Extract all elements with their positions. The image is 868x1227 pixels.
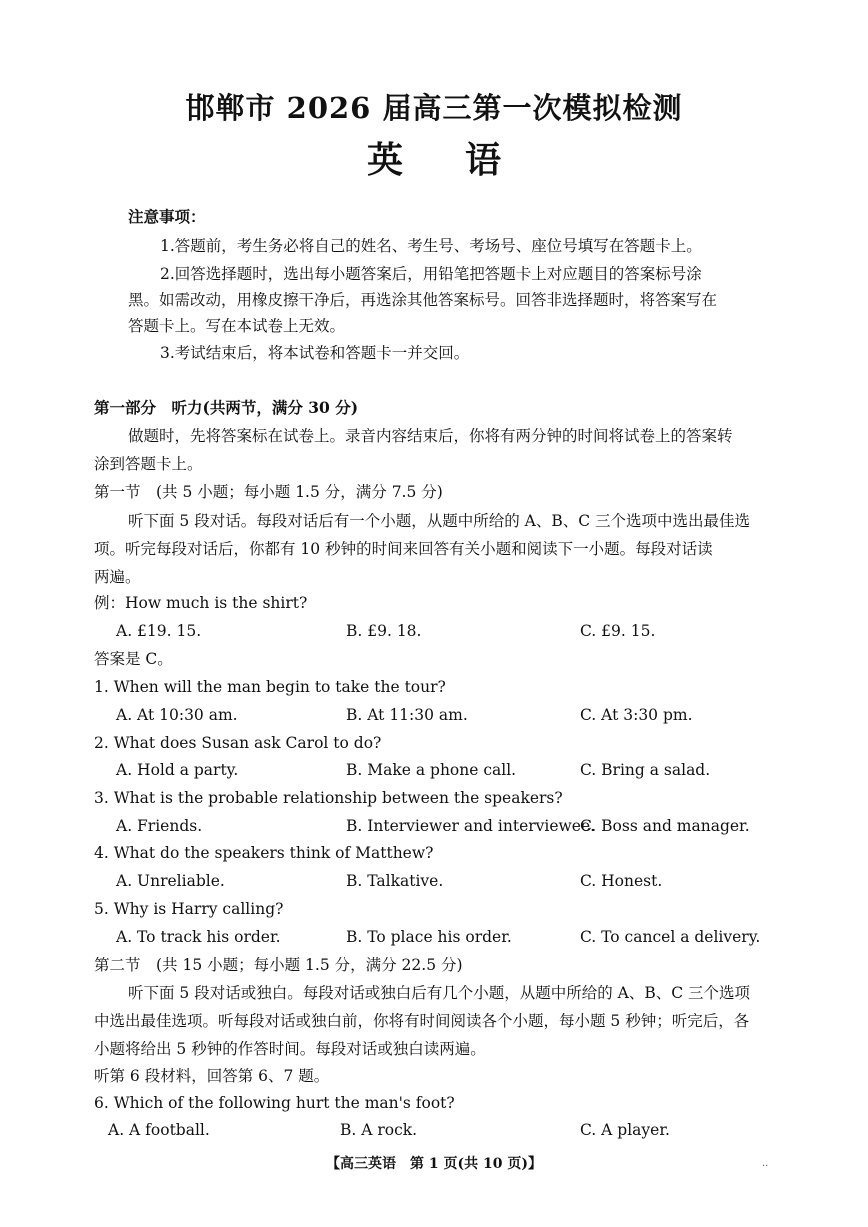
question-4: 4. What do the speakers think of Matthew? <box>94 844 434 862</box>
notice-item-3: 3.考试结束后，将本试卷和答题卡一并交回。 <box>160 344 470 362</box>
question-6-option-b: B. A rock. <box>340 1121 418 1139</box>
example-option-a: A. £19. 15. <box>116 622 202 640</box>
section2-directions-line-2: 中选出最佳选项。听每段对话或独白前，你将有时间阅读各个小题，每小题 5 秒钟；听完后，各 <box>94 1012 750 1030</box>
section1-directions-line-3: 两遍。 <box>94 568 141 586</box>
example-option-c: C. £9. 15. <box>580 622 656 640</box>
question-5: 5. Why is Harry calling? <box>94 900 284 918</box>
question-1-option-b: B. At 11:30 am. <box>346 706 468 724</box>
section1-heading: 第一节 (共 5 小题；每小题 1.5 分，满分 7.5 分) <box>94 483 443 501</box>
question-3-option-c: C. Boss and manager. <box>580 817 750 835</box>
question-2: 2. What does Susan ask Carol to do? <box>94 734 382 752</box>
question-5-option-b: B. To place his order. <box>346 928 512 946</box>
question-6-option-c: C. A player. <box>580 1121 670 1139</box>
question-1: 1. When will the man begin to take the tour? <box>94 678 446 696</box>
question-6-option-a: A. A football. <box>108 1121 210 1139</box>
question-4-option-b: B. Talkative. <box>346 872 444 890</box>
section2-directions-line-3: 小题将给出 5 秒钟的作答时间。每段对话或独白读两遍。 <box>94 1040 486 1058</box>
question-4-option-c: C. Honest. <box>580 872 663 890</box>
question-2-option-a: A. Hold a party. <box>116 761 239 779</box>
question-1-option-a: A. At 10:30 am. <box>116 706 238 724</box>
notice-heading: 注意事项： <box>128 207 206 226</box>
subject-title: 英语 <box>366 139 563 181</box>
question-5-option-c: C. To cancel a delivery. <box>580 928 761 946</box>
question-2-option-c: C. Bring a salad. <box>580 761 711 779</box>
example-question: 例：How much is the shirt? <box>94 594 308 612</box>
part1-heading: 第一部分 听力(共两节，满分 30 分) <box>94 398 359 417</box>
section2-directions-line-1: 听下面 5 段对话或独白。每段对话或独白后有几个小题，从题中所给的 A、B、C 三个选项 <box>128 984 751 1002</box>
notice-item-2-line-3: 答题卡上。写在本试卷上无效。 <box>128 317 346 335</box>
question-1-option-c: C. At 3:30 pm. <box>580 706 693 724</box>
example-answer: 答案是 C。 <box>94 650 173 668</box>
page-footer: 【高三英语 第 1 页(共 10 页)】 <box>326 1156 542 1172</box>
question-3-option-b: B. Interviewer and interviewee. <box>346 817 596 835</box>
example-option-b: B. £9. 18. <box>346 622 422 640</box>
notice-item-2-line-2: 黑。如需改动，用橡皮擦干净后，再选涂其他答案标号。回答非选择题时，将答案写在 <box>128 291 718 309</box>
question-2-option-b: B. Make a phone call. <box>346 761 517 779</box>
part1-intro-line-1: 做题时，先将答案标在试卷上。录音内容结束后，你将有两分钟的时间将试卷上的答案转 <box>128 427 733 445</box>
question-5-option-a: A. To track his order. <box>116 928 281 946</box>
notice-item-1: 1.答题前，考生务必将自己的姓名、考生号、考场号、座位号填写在答题卡上。 <box>160 237 702 255</box>
material-6-instruction: 听第 6 段材料，回答第 6、7 题。 <box>94 1067 330 1085</box>
exam-title: 邯郸市 2026 届高三第一次模拟检测 <box>185 91 683 125</box>
question-4-option-a: A. Unreliable. <box>116 872 225 890</box>
part1-intro-line-2: 涂到答题卡上。 <box>94 455 203 473</box>
section2-heading: 第二节 (共 15 小题；每小题 1.5 分，满分 22.5 分) <box>94 956 463 974</box>
notice-item-2-line-1: 2.回答选择题时，选出每小题答案后，用铅笔把答题卡上对应题目的答案标号涂 <box>160 265 702 283</box>
section1-directions-line-1: 听下面 5 段对话。每段对话后有一个小题，从题中所给的 A、B、C 三个选项中选出最佳选 <box>128 512 751 530</box>
question-6: 6. Which of the following hurt the man's foot? <box>94 1094 455 1112</box>
question-3: 3. What is the probable relationship between the speakers? <box>94 789 563 807</box>
section1-directions-line-2: 项。听完每段对话后，你都有 10 秒钟的时间来回答有关小题和阅读下一小题。每段对话读 <box>94 540 713 558</box>
footer-mark: .. <box>762 1158 769 1169</box>
question-3-option-a: A. Friends. <box>116 817 203 835</box>
